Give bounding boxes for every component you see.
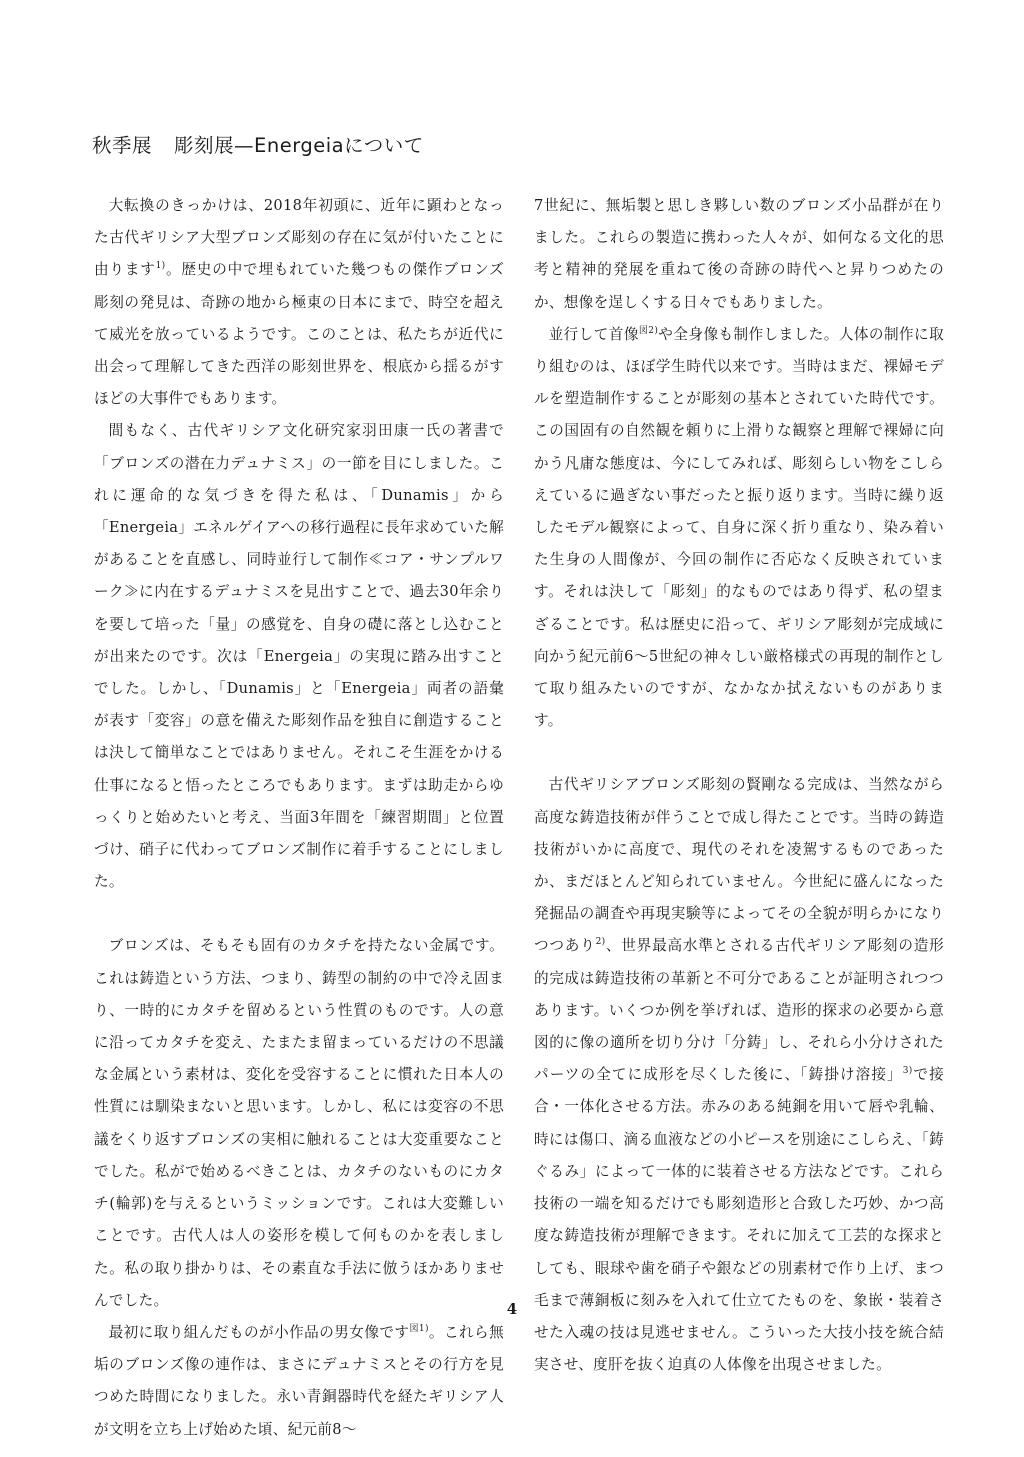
title-sub: 彫刻展—Energeiaについて [174,134,424,157]
paragraph: 並行して首像$^{図2)}$や全身像も制作しました。人体の制作に取り組むのは、ほぼ学生時代以来です。当時はまだ、裸婦モデルを塑造制作することが彫刻の基本とされていた時代です。この国固有の自然観を頼りに上滑りな観察と理解で裸婦に向かう凡庸な態度は、今にしてみれば、彫刻らしい物をこしらえているに過ぎない事だったと振り返ります。当時に繰り返したモデル観察によって、自身に深く折り重なり、染み着いた生身の人間像が、今回の制作に否応なく反映されています。それは決して「彫刻」的なものではあり得ず、私の望まざることです。私は歴史に沿って、ギリシア彫刻が完成域に向かう紀元前6〜5世紀の神々しい厳格様式の再現的制作として取り組みたいのですが、なかなか拭えないものがあります。 [534,325,944,730]
left-column [94,190,504,1446]
paragraph: 大転換のきっかけは、2018年初頭に、近年に顕わとなった古代ギリシア大型ブロンズ彫刻の存在に気が付いたことに由ります$^{1)}$。歴史の中で埋もれていた幾つもの傑作ブロンズ彫刻の発見は、奇跡の地から極東の日本にまで、時空を超えて威光を放っているようです。このことは、私たちが近代に出会って理解してきた西洋の彫刻世界を、根底から揺るがすほどの大事件でもあります。 [94,197,505,408]
paragraph-gap [94,898,504,930]
page-title [92,130,424,158]
paragraph: 間もなく、古代ギリシア文化研究家羽田康一氏の著書で「ブロンズの潜在力デュナミス」の一節を目にしました。これに運命的な気づきを得た私は、「Dunamis」から「Energeia」エネルゲイアへの移行過程に長年求めていた解があることを直感し、同時並行して制作≪コア・サンプルワーク≫に内在するデュナミスを見出すことで、過去30年余りを要して培った「量」の感覚を、自身の礎に落とし込むことが出来たのです。次は「Energeia」の実現に踏み出すことでした。しかし、「Dunamis」と「Energeia」両者の語彙が表す「変容」の意を備えた彫刻作品を独自に創造することは決して簡単なことではありません。それこそ生涯をかける仕事になると悟ったところでもあります。まずは助走からゆっくりと始めたいと考え、当面3年間を「練習期間」と位置づけ、硝子に代わってブロンズ制作に着手することにしました。 [94,422,504,891]
right-column [534,190,944,1381]
paragraph: ブロンズは、そもそも固有のカタチを持たない金属です。これは鋳造という方法、つまり、鋳型の制約の中で冷え固まり、一時的にカタチを留めるという性質のものです。人の意に沿ってカタチを変え、たまたま留まっているだけの不思議な金属という素材は、変化を受容することに慣れた日本人の性質には馴染まないと思います。しかし、私には変容の不思議をくり返すブロンズの実相に触れることは大変重要なことでした。私がで始めるべきことは、カタチのないものにカタチ(輪郭)を与えるというミッションです。これは大変難しいことです。古代人は人の姿形を模して何ものかを表しました。私の取り掛かりは、その素直な手法に倣うほかありませんでした。 [94,937,504,1309]
paragraph: 最初に取り組んだものが小作品の男女像です$^{図1)}$。これら無垢のブロンズ像の連作は、まさにデュナミスとその行方を見つめた時間になりました。永い青銅器時代を経たギリシア人が文明を立ち上げ始めた頃、紀元前8〜 [94,1323,504,1438]
page-number: 4 [506,1300,518,1318]
paragraph: 古代ギリシアブロンズ彫刻の賢剛なる完成は、当然ながら高度な鋳造技術が伴うことで成し得たことです。当時の鋳造技術がいかに高度で、現代のそれを凌駕するものであったか、まだほとんど知られていません。今世紀に盛んになった発掘品の調査や再現実験等によってその全貌が明らかになりつつあり$^{2)}$、世界最高水準とされる古代ギリシア彫刻の造形的完成は鋳造技術の革新と不可分であることが証明されつつあります。いくつか例を挙げれば、造形的探求の必要から意図的に像の適所を切り分け「分鋳」し、それら小分けされたパーツの全てに成形を尽くした後に、「鋳掛け溶接」$^{3)}$で接合・一体化させる方法。赤みのある純銅を用いて唇や乳輪、時には傷口、滴る血液などの小ピースを別途にこしらえ、「鋳ぐるみ」によって一体的に装着させる方法などです。これら技術の一端を知るだけでも彫刻造形と合致した巧妙、かつ高度な鋳造技術が理解できます。それに加えて工芸的な探求としても、眼球や歯を硝子や銀などの別素材で作り上げ、まつ毛まで薄銅板に刻みを入れて仕立てたものを、象嵌・装着させた入魂の技は見逃せません。こういった大技小技を統合結実させ、度肝を抜く迫真の人体像を出現させました。 [534,776,944,1374]
paragraph-gap [534,737,944,769]
paragraph: 7世紀に、無垢製と思しき夥しい数のブロンズ小品群が在りました。これらの製造に携わった人々が、如何なる文化的思考と精神的発展を重ねて後の奇跡の時代へと昇りつめたのか、想像を逞しくする日々でもありました。 [534,197,944,311]
title-main: 秋季展 [92,134,153,157]
